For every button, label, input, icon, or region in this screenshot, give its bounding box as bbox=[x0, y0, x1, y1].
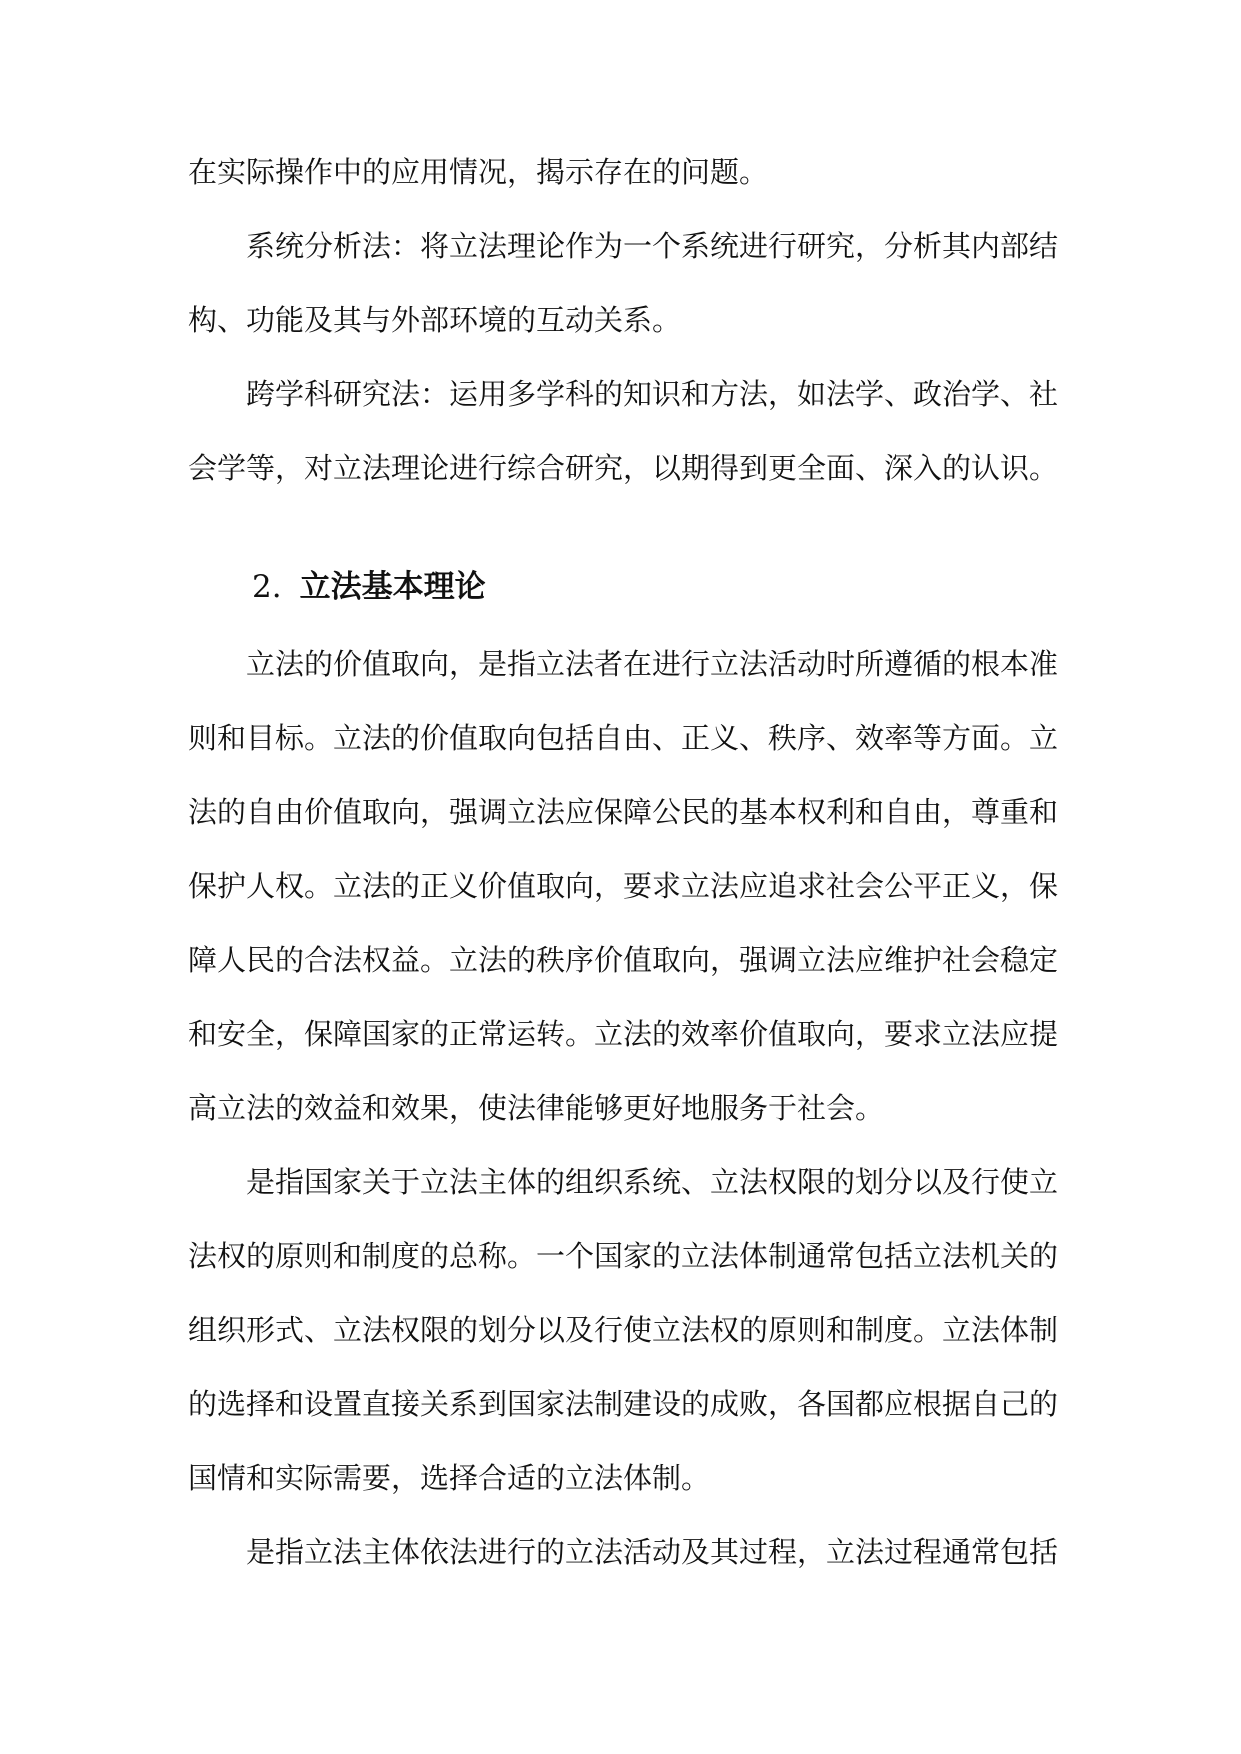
section-heading bbox=[252, 565, 486, 609]
paragraph-line: 在实际操作中的应用情况，揭示存在的问题。 bbox=[188, 155, 769, 189]
section-title: 立法基本理论 bbox=[299, 569, 486, 605]
paragraph-line: 是指国家关于立法主体的组织系统、立法权限的划分以及行使立 bbox=[246, 1165, 1059, 1199]
paragraph-line: 保护人权。立法的正义价值取向，要求立法应追求社会公平正义，保 bbox=[188, 869, 1059, 903]
paragraph-line: 高立法的效益和效果，使法律能够更好地服务于社会。 bbox=[188, 1091, 885, 1125]
paragraph-line: 则和目标。立法的价值取向包括自由、正义、秩序、效率等方面。立 bbox=[188, 721, 1059, 755]
paragraph-line: 系统分析法：将立法理论作为一个系统进行研究，分析其内部结 bbox=[246, 229, 1059, 263]
paragraph-line: 国情和实际需要，选择合适的立法体制。 bbox=[188, 1461, 711, 1495]
paragraph-line: 跨学科研究法：运用多学科的知识和方法，如法学、政治学、社 bbox=[246, 377, 1059, 411]
paragraph-line: 组织形式、立法权限的划分以及行使立法权的原则和制度。立法体制 bbox=[188, 1313, 1059, 1347]
paragraph-line: 是指立法主体依法进行的立法活动及其过程，立法过程通常包括 bbox=[246, 1535, 1059, 1569]
section-number: 2. bbox=[252, 569, 282, 605]
paragraph-line: 法的自由价值取向，强调立法应保障公民的基本权利和自由，尊重和 bbox=[188, 795, 1059, 829]
paragraph-line: 立法的价值取向，是指立法者在进行立法活动时所遵循的根本准 bbox=[246, 647, 1059, 681]
paragraph-line: 法权的原则和制度的总称。一个国家的立法体制通常包括立法机关的 bbox=[188, 1239, 1059, 1273]
paragraph-line: 的选择和设置直接关系到国家法制建设的成败，各国都应根据自己的 bbox=[188, 1387, 1059, 1421]
paragraph-line: 会学等，对立法理论进行综合研究，以期得到更全面、深入的认识。 bbox=[188, 451, 1059, 485]
paragraph-line: 障人民的合法权益。立法的秩序价值取向，强调立法应维护社会稳定 bbox=[188, 943, 1059, 977]
paragraph-line: 构、功能及其与外部环境的互动关系。 bbox=[188, 303, 682, 337]
paragraph-line: 和安全，保障国家的正常运转。立法的效率价值取向，要求立法应提 bbox=[188, 1017, 1059, 1051]
